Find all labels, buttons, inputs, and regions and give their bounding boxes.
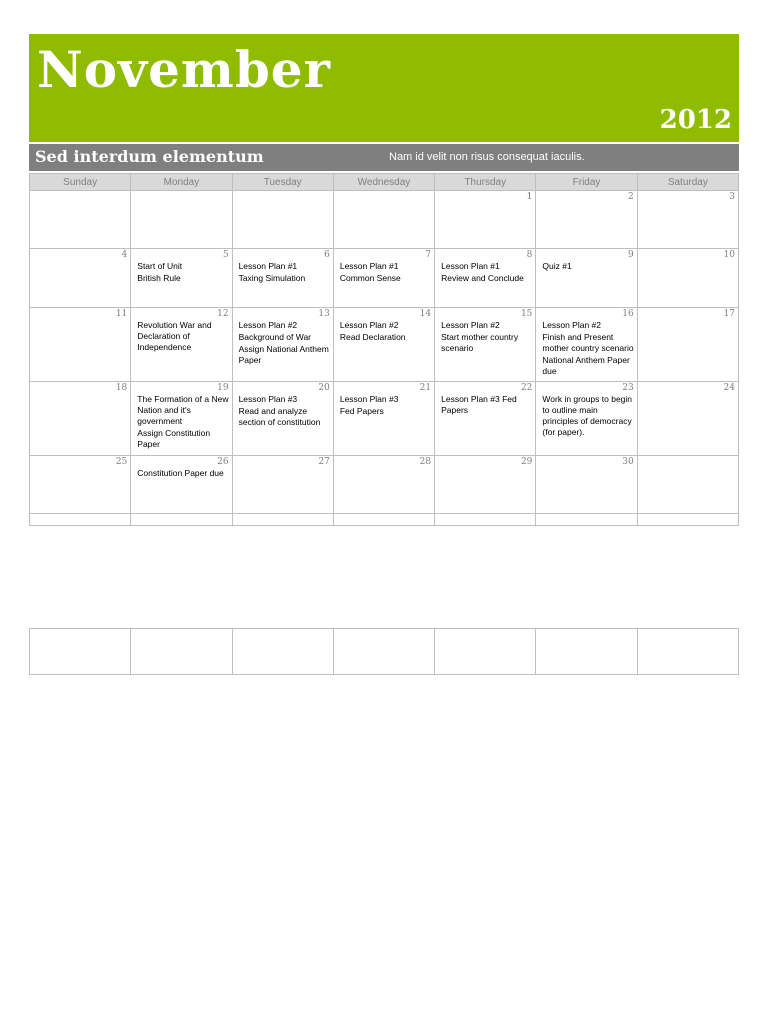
empty-cell	[333, 629, 434, 675]
day-notes	[540, 320, 633, 377]
day-cell	[232, 191, 333, 249]
day-number: 27	[318, 457, 330, 467]
day-cell	[637, 249, 738, 308]
day-number: 6	[324, 250, 330, 260]
day-notes	[338, 320, 431, 343]
day-number: 1	[526, 192, 533, 202]
day-cell	[637, 382, 738, 456]
note-line: Read and analyze section of constitution	[238, 406, 321, 427]
day-number: 9	[627, 250, 634, 260]
day-number: 15	[520, 309, 533, 319]
note-line: Lesson Plan #1	[339, 261, 399, 271]
note-line: Lesson Plan #3	[339, 394, 399, 404]
note-line: Assign National Anthem Paper	[238, 344, 329, 365]
subtitle-text: Nam id velit non risus consequat iaculis.	[389, 151, 585, 163]
day-number: 26	[217, 457, 229, 467]
day-header-thursday: Thursday	[435, 174, 536, 191]
day-number: 5	[222, 250, 229, 260]
week-row	[30, 514, 739, 526]
day-cell	[333, 308, 434, 382]
day-header-saturday: Saturday	[637, 174, 738, 191]
day-number: 25	[115, 457, 128, 467]
day-notes	[237, 261, 330, 284]
day-header-monday: Monday	[131, 174, 232, 191]
week-row	[30, 308, 739, 382]
day-number	[338, 191, 431, 192]
note-line: Lesson Plan #3	[238, 394, 298, 404]
note-line: Lesson Plan #3 Fed Papers	[441, 394, 517, 415]
day-number	[237, 191, 330, 192]
week-row	[30, 456, 739, 514]
day-header-tuesday: Tuesday	[232, 174, 333, 191]
day-cell	[131, 249, 232, 308]
note-line: Common Sense	[339, 273, 401, 283]
day-cell	[637, 308, 738, 382]
day-cell	[435, 456, 536, 514]
day-notes	[439, 261, 532, 284]
day-cell	[536, 249, 637, 308]
week-row	[30, 382, 739, 456]
day-cell	[30, 191, 131, 249]
day-cell	[232, 514, 333, 526]
subtitle: Sed interdum elementum	[35, 147, 264, 166]
empty-cell	[30, 629, 131, 675]
day-notes	[135, 394, 228, 450]
day-cell	[637, 191, 738, 249]
day-cell	[536, 514, 637, 526]
day-number: 20	[318, 383, 330, 393]
note-line: Lesson Plan #1	[441, 261, 500, 271]
day-cell	[435, 514, 536, 526]
day-cell	[30, 382, 131, 456]
day-cell	[30, 308, 131, 382]
empty-cell	[232, 629, 333, 675]
empty-cell	[536, 629, 637, 675]
day-number: 12	[217, 309, 229, 319]
day-number: 8	[526, 250, 533, 260]
note-line: Work in groups to begin to outline main principles of democracy (for paper).	[542, 394, 633, 437]
year-label: 2012	[659, 105, 732, 135]
empty-cell	[131, 629, 232, 675]
day-number	[135, 191, 228, 192]
day-number: 18	[115, 383, 128, 393]
day-number: 13	[318, 309, 330, 319]
note-line: Finish and Present mother country scenario	[542, 332, 634, 353]
empty-cell	[637, 629, 738, 675]
day-cell	[333, 514, 434, 526]
day-cell	[435, 191, 536, 249]
note-line: National Anthem Paper due	[542, 355, 630, 376]
day-notes	[540, 261, 633, 272]
note-line: Lesson Plan #2	[441, 320, 500, 330]
day-header-wednesday: Wednesday	[333, 174, 434, 191]
day-number: 23	[622, 383, 634, 393]
day-header-row	[30, 174, 739, 191]
note-line: Start mother country scenario	[441, 332, 519, 353]
day-cell	[536, 382, 637, 456]
note-line: Lesson Plan #1	[238, 261, 298, 271]
note-line: Lesson Plan #2	[542, 320, 602, 330]
note-line: Fed Papers	[339, 406, 384, 416]
empty-cell	[435, 629, 536, 675]
note-line: Start of Unit	[137, 261, 183, 271]
day-cell	[232, 456, 333, 514]
week-row	[30, 249, 739, 308]
day-number	[34, 191, 127, 192]
month-banner	[29, 34, 739, 142]
day-number: 28	[419, 457, 432, 467]
week-row	[30, 191, 739, 249]
day-notes	[135, 468, 228, 479]
day-cell	[536, 456, 637, 514]
day-cell	[536, 308, 637, 382]
day-cell	[435, 249, 536, 308]
day-cell	[536, 191, 637, 249]
day-notes	[540, 394, 633, 438]
day-number: 30	[622, 457, 634, 467]
day-number: 2	[627, 192, 634, 202]
note-line: Quiz #1	[542, 261, 572, 271]
day-number: 7	[425, 250, 432, 260]
day-cell	[333, 382, 434, 456]
day-number: 22	[520, 383, 533, 393]
day-cell	[333, 191, 434, 249]
note-line: The Formation of a New Nation and it's government	[137, 394, 229, 426]
day-cell	[30, 514, 131, 526]
note-line: Lesson Plan #2	[339, 320, 399, 330]
day-number: 14	[419, 309, 432, 319]
day-cell	[131, 191, 232, 249]
day-header-sunday: Sunday	[30, 174, 131, 191]
day-notes	[338, 261, 431, 284]
note-line: Revolution War and Declaration of Independence	[137, 320, 212, 352]
day-cell	[131, 382, 232, 456]
day-cell	[637, 456, 738, 514]
day-header-friday: Friday	[536, 174, 637, 191]
day-cell	[637, 514, 738, 526]
day-number: 11	[115, 309, 128, 319]
day-number: 29	[520, 457, 533, 467]
day-number: 21	[419, 383, 432, 393]
day-number: 3	[729, 192, 735, 202]
subtitle-bar	[29, 144, 739, 171]
day-notes	[135, 320, 228, 353]
day-number	[642, 456, 735, 457]
calendar-grid	[29, 173, 739, 526]
day-cell	[435, 308, 536, 382]
lower-empty-row	[30, 629, 739, 675]
day-number: 16	[622, 309, 634, 319]
month-title: November	[37, 40, 331, 99]
day-cell	[232, 249, 333, 308]
day-notes	[439, 320, 532, 354]
day-cell	[333, 456, 434, 514]
day-notes	[237, 320, 330, 366]
calendar-body	[30, 191, 739, 526]
day-number: 24	[723, 383, 735, 393]
day-number: 4	[121, 250, 128, 260]
note-line: Taxing Simulation	[238, 273, 306, 283]
day-cell	[131, 308, 232, 382]
note-line: British Rule	[137, 273, 181, 283]
day-cell	[131, 514, 232, 526]
day-number: 17	[723, 309, 735, 319]
note-line: Constitution Paper due	[137, 468, 224, 478]
day-cell	[232, 382, 333, 456]
day-notes	[338, 394, 431, 417]
note-line: Read Declaration	[339, 332, 406, 342]
note-line: Lesson Plan #2	[238, 320, 298, 330]
day-cell	[30, 249, 131, 308]
day-notes	[135, 261, 228, 284]
day-notes	[237, 394, 330, 428]
note-line: Background of War	[238, 332, 312, 342]
day-cell	[30, 456, 131, 514]
note-line: Assign Constitution Paper	[137, 428, 211, 449]
day-number: 10	[723, 250, 735, 260]
lower-empty-grid	[29, 628, 739, 675]
day-notes	[439, 394, 532, 416]
day-cell	[333, 249, 434, 308]
day-number: 19	[217, 383, 229, 393]
note-line: Review and Conclude	[441, 273, 524, 283]
day-cell	[232, 308, 333, 382]
day-cell	[435, 382, 536, 456]
day-cell	[131, 456, 232, 514]
